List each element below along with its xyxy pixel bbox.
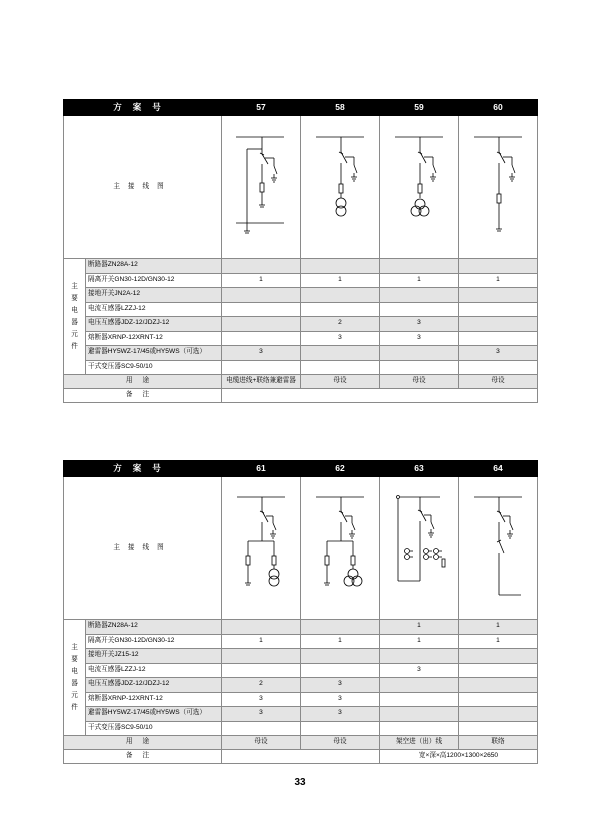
component-row (64, 620, 538, 635)
remarks-value: 宽×深×高1200×1300×2650 (380, 750, 538, 764)
component-qty (380, 692, 459, 707)
component-qty (459, 360, 538, 375)
component-row (64, 302, 538, 317)
component-qty: 1 (222, 273, 301, 288)
component-qty (459, 678, 538, 693)
scheme-number: 64 (459, 461, 538, 477)
remarks-blank (222, 750, 380, 764)
component-qty: 1 (301, 273, 380, 288)
wiring-diagram-58 (301, 116, 380, 259)
component-qty: 3 (380, 317, 459, 332)
component-qty (459, 692, 538, 707)
component-qty (222, 288, 301, 303)
component-qty (222, 331, 301, 346)
component-qty (459, 288, 538, 303)
component-qty (459, 317, 538, 332)
component-qty (222, 317, 301, 332)
component-name: 电流互感器LZZJ-12 (86, 663, 222, 678)
component-qty (380, 346, 459, 361)
component-row (64, 331, 538, 346)
component-qty (459, 259, 538, 274)
usage-value: 母设 (301, 736, 380, 750)
component-row (64, 649, 538, 664)
page-number: 33 (294, 777, 306, 788)
component-qty: 3 (380, 663, 459, 678)
component-group-label: 主 要 电 器 元 件 (64, 259, 86, 375)
component-name: 熔断器XRNP-12XRNT-12 (86, 692, 222, 707)
remarks-row (64, 389, 538, 403)
component-qty (459, 721, 538, 736)
usage-label: 用途 (64, 736, 222, 750)
component-name: 避雷器HY5WZ-17/45或HY5WS（可选） (86, 707, 222, 722)
component-name: 断路器ZN28A-12 (86, 620, 222, 635)
component-qty (222, 721, 301, 736)
wiring-diagram-62 (301, 477, 380, 620)
table-header (64, 100, 538, 116)
wiring-diagram-64 (459, 477, 538, 620)
usage-value: 联络 (459, 736, 538, 750)
component-qty (301, 302, 380, 317)
usage-value: 架空进（出）线 (380, 736, 459, 750)
scheme-number: 60 (459, 100, 538, 116)
plan-label: 方案号 (64, 100, 222, 116)
component-name: 干式变压器SC9-50/10 (86, 360, 222, 375)
component-row (64, 663, 538, 678)
component-qty: 3 (301, 678, 380, 693)
component-qty (301, 360, 380, 375)
component-qty: 3 (301, 707, 380, 722)
component-qty (222, 663, 301, 678)
component-qty (301, 259, 380, 274)
component-qty: 1 (380, 634, 459, 649)
component-group-label: 主 要 电 器 元 件 (64, 620, 86, 736)
wiring-diagram-63 (380, 477, 459, 620)
wiring-diagram-61 (222, 477, 301, 620)
component-qty: 3 (301, 331, 380, 346)
usage-value: 电缆进线+联络兼避雷器 (222, 375, 301, 389)
component-name: 接地开关JZ15-12 (86, 649, 222, 664)
component-name: 断路器ZN28A-12 (86, 259, 222, 274)
component-qty (459, 649, 538, 664)
component-row (64, 360, 538, 375)
component-qty: 1 (380, 620, 459, 635)
diagram-row (64, 116, 538, 259)
scheme-number: 57 (222, 100, 301, 116)
usage-value: 母设 (301, 375, 380, 389)
component-row (64, 692, 538, 707)
component-qty (222, 259, 301, 274)
diagram-row (64, 477, 538, 620)
component-qty (380, 721, 459, 736)
component-row (64, 288, 538, 303)
component-qty (301, 663, 380, 678)
component-qty (301, 288, 380, 303)
scheme-number: 58 (301, 100, 380, 116)
component-qty (459, 663, 538, 678)
component-qty (301, 721, 380, 736)
component-qty (380, 649, 459, 664)
diagram-label: 主接线图 (64, 477, 222, 620)
component-qty (380, 678, 459, 693)
scheme-number: 59 (380, 100, 459, 116)
scheme-number: 62 (301, 461, 380, 477)
plan-label: 方案号 (64, 461, 222, 477)
component-qty (380, 259, 459, 274)
component-qty (380, 302, 459, 317)
component-qty: 1 (222, 634, 301, 649)
component-name: 电压互感器JDZ-12/JDZJ-12 (86, 678, 222, 693)
remarks-value (222, 389, 538, 403)
component-qty: 2 (301, 317, 380, 332)
component-row (64, 346, 538, 361)
component-row (64, 721, 538, 736)
usage-row (64, 736, 538, 750)
component-qty: 2 (222, 678, 301, 693)
remarks-label: 备注 (64, 750, 222, 764)
component-name: 电压互感器JDZ-12/JDZJ-12 (86, 317, 222, 332)
component-qty: 1 (301, 634, 380, 649)
component-row (64, 634, 538, 649)
component-qty: 1 (380, 273, 459, 288)
usage-value: 母设 (222, 736, 301, 750)
scheme-table-57-60 (63, 99, 538, 403)
component-name: 避雷器HY5WZ-17/45或HY5WS（可选） (86, 346, 222, 361)
remarks-label: 备注 (64, 389, 222, 403)
component-qty: 1 (459, 620, 538, 635)
wiring-diagram-57 (222, 116, 301, 259)
wiring-diagram-60 (459, 116, 538, 259)
component-qty (459, 302, 538, 317)
component-qty (301, 346, 380, 361)
scheme-number: 63 (380, 461, 459, 477)
component-qty (222, 620, 301, 635)
component-qty (301, 620, 380, 635)
usage-label: 用途 (64, 375, 222, 389)
scheme-table-61-64 (63, 460, 538, 764)
component-row (64, 707, 538, 722)
component-qty (380, 707, 459, 722)
component-qty: 3 (380, 331, 459, 346)
component-row (64, 273, 538, 288)
remarks-row (64, 750, 538, 764)
usage-value: 母设 (459, 375, 538, 389)
diagram-label: 主接线图 (64, 116, 222, 259)
component-qty (459, 331, 538, 346)
component-qty: 1 (459, 273, 538, 288)
component-name: 隔离开关GN30-12D/GN30-12 (86, 273, 222, 288)
component-row (64, 678, 538, 693)
scheme-number: 61 (222, 461, 301, 477)
component-row (64, 317, 538, 332)
component-qty: 3 (459, 346, 538, 361)
component-qty (222, 360, 301, 375)
component-qty (222, 649, 301, 664)
component-qty: 3 (222, 346, 301, 361)
usage-value: 母设 (380, 375, 459, 389)
wiring-diagram-59 (380, 116, 459, 259)
component-qty (380, 288, 459, 303)
component-name: 干式变压器SC9-50/10 (86, 721, 222, 736)
component-row (64, 259, 538, 274)
component-qty (222, 302, 301, 317)
component-qty: 3 (301, 692, 380, 707)
component-qty: 1 (459, 634, 538, 649)
component-qty (380, 360, 459, 375)
component-qty: 3 (222, 707, 301, 722)
component-name: 熔断器XRNP-12XRNT-12 (86, 331, 222, 346)
component-qty (301, 649, 380, 664)
component-name: 电流互感器LZZJ-12 (86, 302, 222, 317)
usage-row (64, 375, 538, 389)
component-name: 接地开关JN2A-12 (86, 288, 222, 303)
table-header (64, 461, 538, 477)
component-qty: 3 (222, 692, 301, 707)
component-qty (459, 707, 538, 722)
component-name: 隔离开关GN30-12D/GN30-12 (86, 634, 222, 649)
